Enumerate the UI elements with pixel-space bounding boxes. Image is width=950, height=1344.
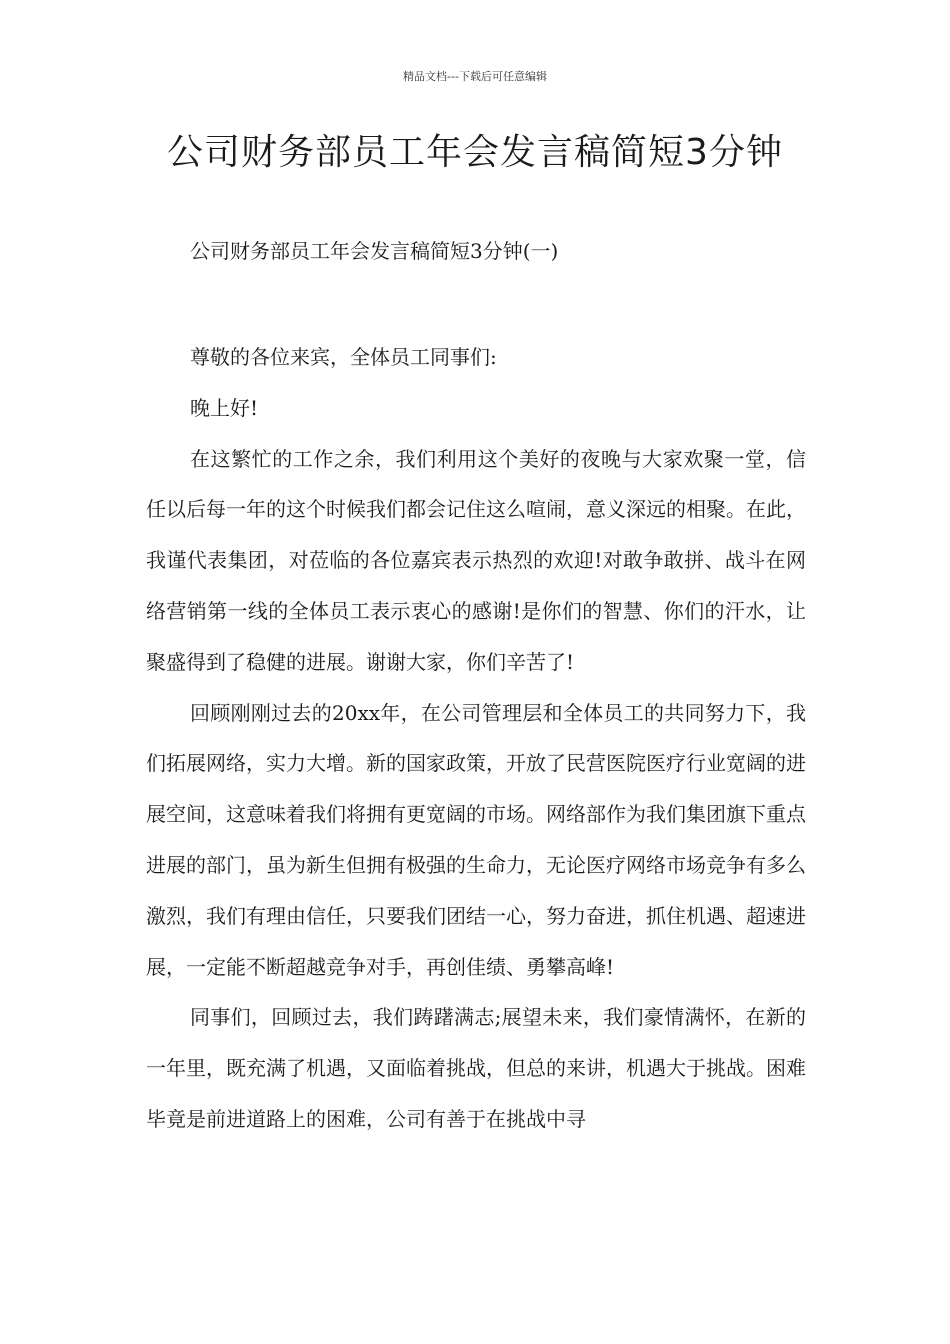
header-note: 精品文档---下载后可任意编辑: [403, 70, 547, 83]
document-title: 公司财务部员工年会发言稿简短3分钟: [167, 132, 783, 173]
paragraph-review: 回顾刚刚过去的20xx年，在公司管理层和全体员工的共同努力下，我们拓展网络，实力大增。新的国家政策，开放了民营医院医疗行业宽阔的进展空间，这意味着我们将拥有更宽阔的市场。网络部作为我们集团旗下重点进展的部门，虽为新生但拥有极强的生命力，无论医疗网络市场竞争有多么激烈，我们有理由信任，只要我们团结一心，努力奋进，抓住机遇、超速进展，一定能不断超越竞争对手，再创佳绩、勇攀高峰!: [146, 700, 806, 979]
paragraph-salutation: 尊敬的各位来宾，全体员工同事们:: [190, 345, 497, 369]
paragraph-outlook: 同事们，回顾过去，我们踌躇满志;展望未来，我们豪情满怀，在新的一年里，既充满了机遇，又面临着挑战，但总的来讲，机遇大于挑战。困难毕竟是前进道路上的困难，公司有善于在挑战中寻: [146, 1005, 806, 1131]
paragraph-welcome: 在这繁忙的工作之余，我们利用这个美好的夜晚与大家欢聚一堂，信任以后每一年的这个时候我们都会记住这么喧闹，意义深远的相聚。在此，我谨代表集团，对莅临的各位嘉宾表示热烈的欢迎!对敢争敢拼、战斗在网络营销第一线的全体员工表示衷心的感谢!是你们的智慧、你们的汗水，让聚盛得到了稳健的进展。谢谢大家，你们辛苦了!: [146, 446, 806, 674]
document-body: [146, 332, 806, 1145]
paragraph-greeting: 晚上好!: [190, 395, 259, 420]
section-subtitle: 公司财务部员工年会发言稿简短3分钟(一): [190, 239, 559, 263]
